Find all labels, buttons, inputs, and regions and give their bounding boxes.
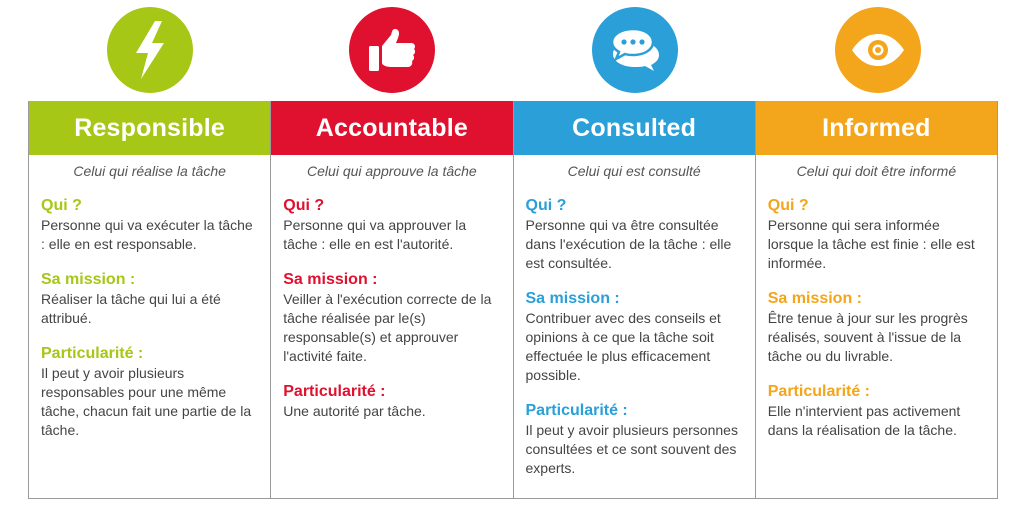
column-subtitle: Celui qui doit être informé [796,163,957,179]
mission-text: Réaliser la tâche qui lui a été attribué. [41,291,221,326]
column-subtitle: Celui qui est consulté [567,163,701,179]
eye-icon [835,7,921,93]
mission-label: Sa mission : [525,290,620,307]
qui-label: Qui ? [283,197,325,214]
mission-label: Sa mission : [283,271,378,288]
column-title: Accountable [271,101,512,155]
qui-text: Personne qui va exécuter la tâche : elle en est responsable. [41,217,253,252]
column-consulted [513,101,755,499]
qui-text: Personne qui va approuver la tâche : elle en est l'autorité. [283,217,467,252]
column-subtitle: Celui qui réalise la tâche [73,163,226,179]
mission-label: Sa mission : [41,271,136,288]
qui-label: Qui ? [41,197,82,214]
particularity-label: Particularité : [767,383,871,400]
raci-table [28,101,998,499]
particularity-label: Particularité : [525,402,628,419]
lightning-bolt-icon [107,7,193,93]
qui-text: Personne qui va être consultée dans l'exécution de la tâche : elle est consultée. [525,217,732,271]
column-title: Responsible [29,101,270,155]
qui-label: Qui ? [525,197,567,214]
mission-text: Veiller à l'exécution correcte de la tâche réalisée par le(s) responsable(s) et approuver l'activité faite. [283,291,492,364]
particularity-label: Particularité : [41,345,144,362]
column-title: Consulted [514,101,755,155]
chat-bubbles-icon [592,7,678,93]
column-accountable [270,101,512,499]
column-title: Informed [756,101,997,155]
qui-text: Personne qui sera informée lorsque la tâche est finie : elle est informée. [767,217,975,271]
particularity-text: Elle n'intervient pas activement dans la réalisation de la tâche. [767,403,961,438]
thumbs-up-icon [349,7,435,93]
particularity-label: Particularité : [283,383,386,400]
particularity-text: Il peut y avoir plusieurs personnes consultées et ce sont souvent des experts. [525,422,738,476]
particularity-text: Une autorité par tâche. [283,403,426,419]
mission-text: Être tenue à jour sur les progrès réalisés, souvent à l'issue de la tâche ou du livrable. [767,310,968,364]
column-responsible [28,101,270,499]
column-subtitle: Celui qui approuve la tâche [307,163,477,179]
particularity-text: Il peut y avoir plusieurs responsables pour une même tâche, chacun fait une partie de la tâche. [41,365,252,438]
qui-label: Qui ? [767,197,809,214]
mission-text: Contribuer avec des conseils et opinions à ce que la tâche soit effectuée le plus efficacement possible. [525,310,721,383]
column-informed [755,101,998,499]
mission-label: Sa mission : [767,290,862,307]
